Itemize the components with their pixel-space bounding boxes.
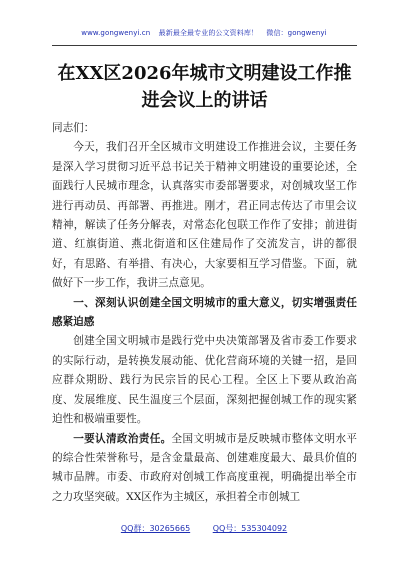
site-slogan: 最新最全最专业的公文资料库！ [158, 29, 259, 37]
page-footer [0, 523, 408, 534]
section-heading: 一、深刻认识创建全国文明城市的重大意义，切实增强责任感紧迫感 [52, 296, 357, 329]
document-body [52, 119, 357, 507]
paragraph [52, 430, 357, 508]
paragraph-text: 全国文明城市是反映城市整体文明水平的综合性荣誉称号，是含金量最高、创建难度最大、最具价值的城市品牌。市委、市政府对创城工作高度重视，明确提出举全市之力攻坚突破。XX区作为主城区，承担着全市创城工 [52, 432, 357, 503]
qq-group: QQ群：30265665 [120, 524, 191, 533]
site-url: www.gongwenyi.cn [81, 29, 151, 37]
document-title: 在XX区2026年城市文明建设工作推进会议上的讲话 [57, 63, 352, 111]
page-header [0, 28, 408, 38]
paragraph: 创建全国文明城市是践行党中央决策部署及省市委工作要求的实际行动，是转换发展动能、优化营商环境的关键一招，是回应群众期盼、践行为民宗旨的民心工程。全区上下要从政治高度、发展维度、民生温度三个层面，深刻把握创城工作的现实紧迫性和极端重要性。 [52, 335, 357, 426]
paragraph: 今天，我们召开全区城市文明建设工作推进会议，主要任务是深入学习贯彻习近平总书记关于精神文明建设的重要论述，全面践行人民城市理念，认真落实市委部署要求，对创城攻坚工作进行再动员、再部署、再推进。刚才，君正同志传达了市里会议精神，解读了任务分解表，对常态化包联工作作了安排；前进街道、红旗街道、燕北街道和区住建局作了交流发言，讲的都很好，有思路、有举措、有决心，大家要相互学习借鉴。下面，就做好下一步工作，我讲三点意见。 [52, 141, 357, 290]
salutation: 同志们： [52, 122, 95, 134]
header-divider [52, 45, 357, 46]
wechat-id: 微信：gongwenyi [266, 29, 327, 37]
paragraph-lead: 一要认清政治责任。 [73, 432, 172, 445]
qq-number: QQ号：535304092 [212, 524, 288, 533]
